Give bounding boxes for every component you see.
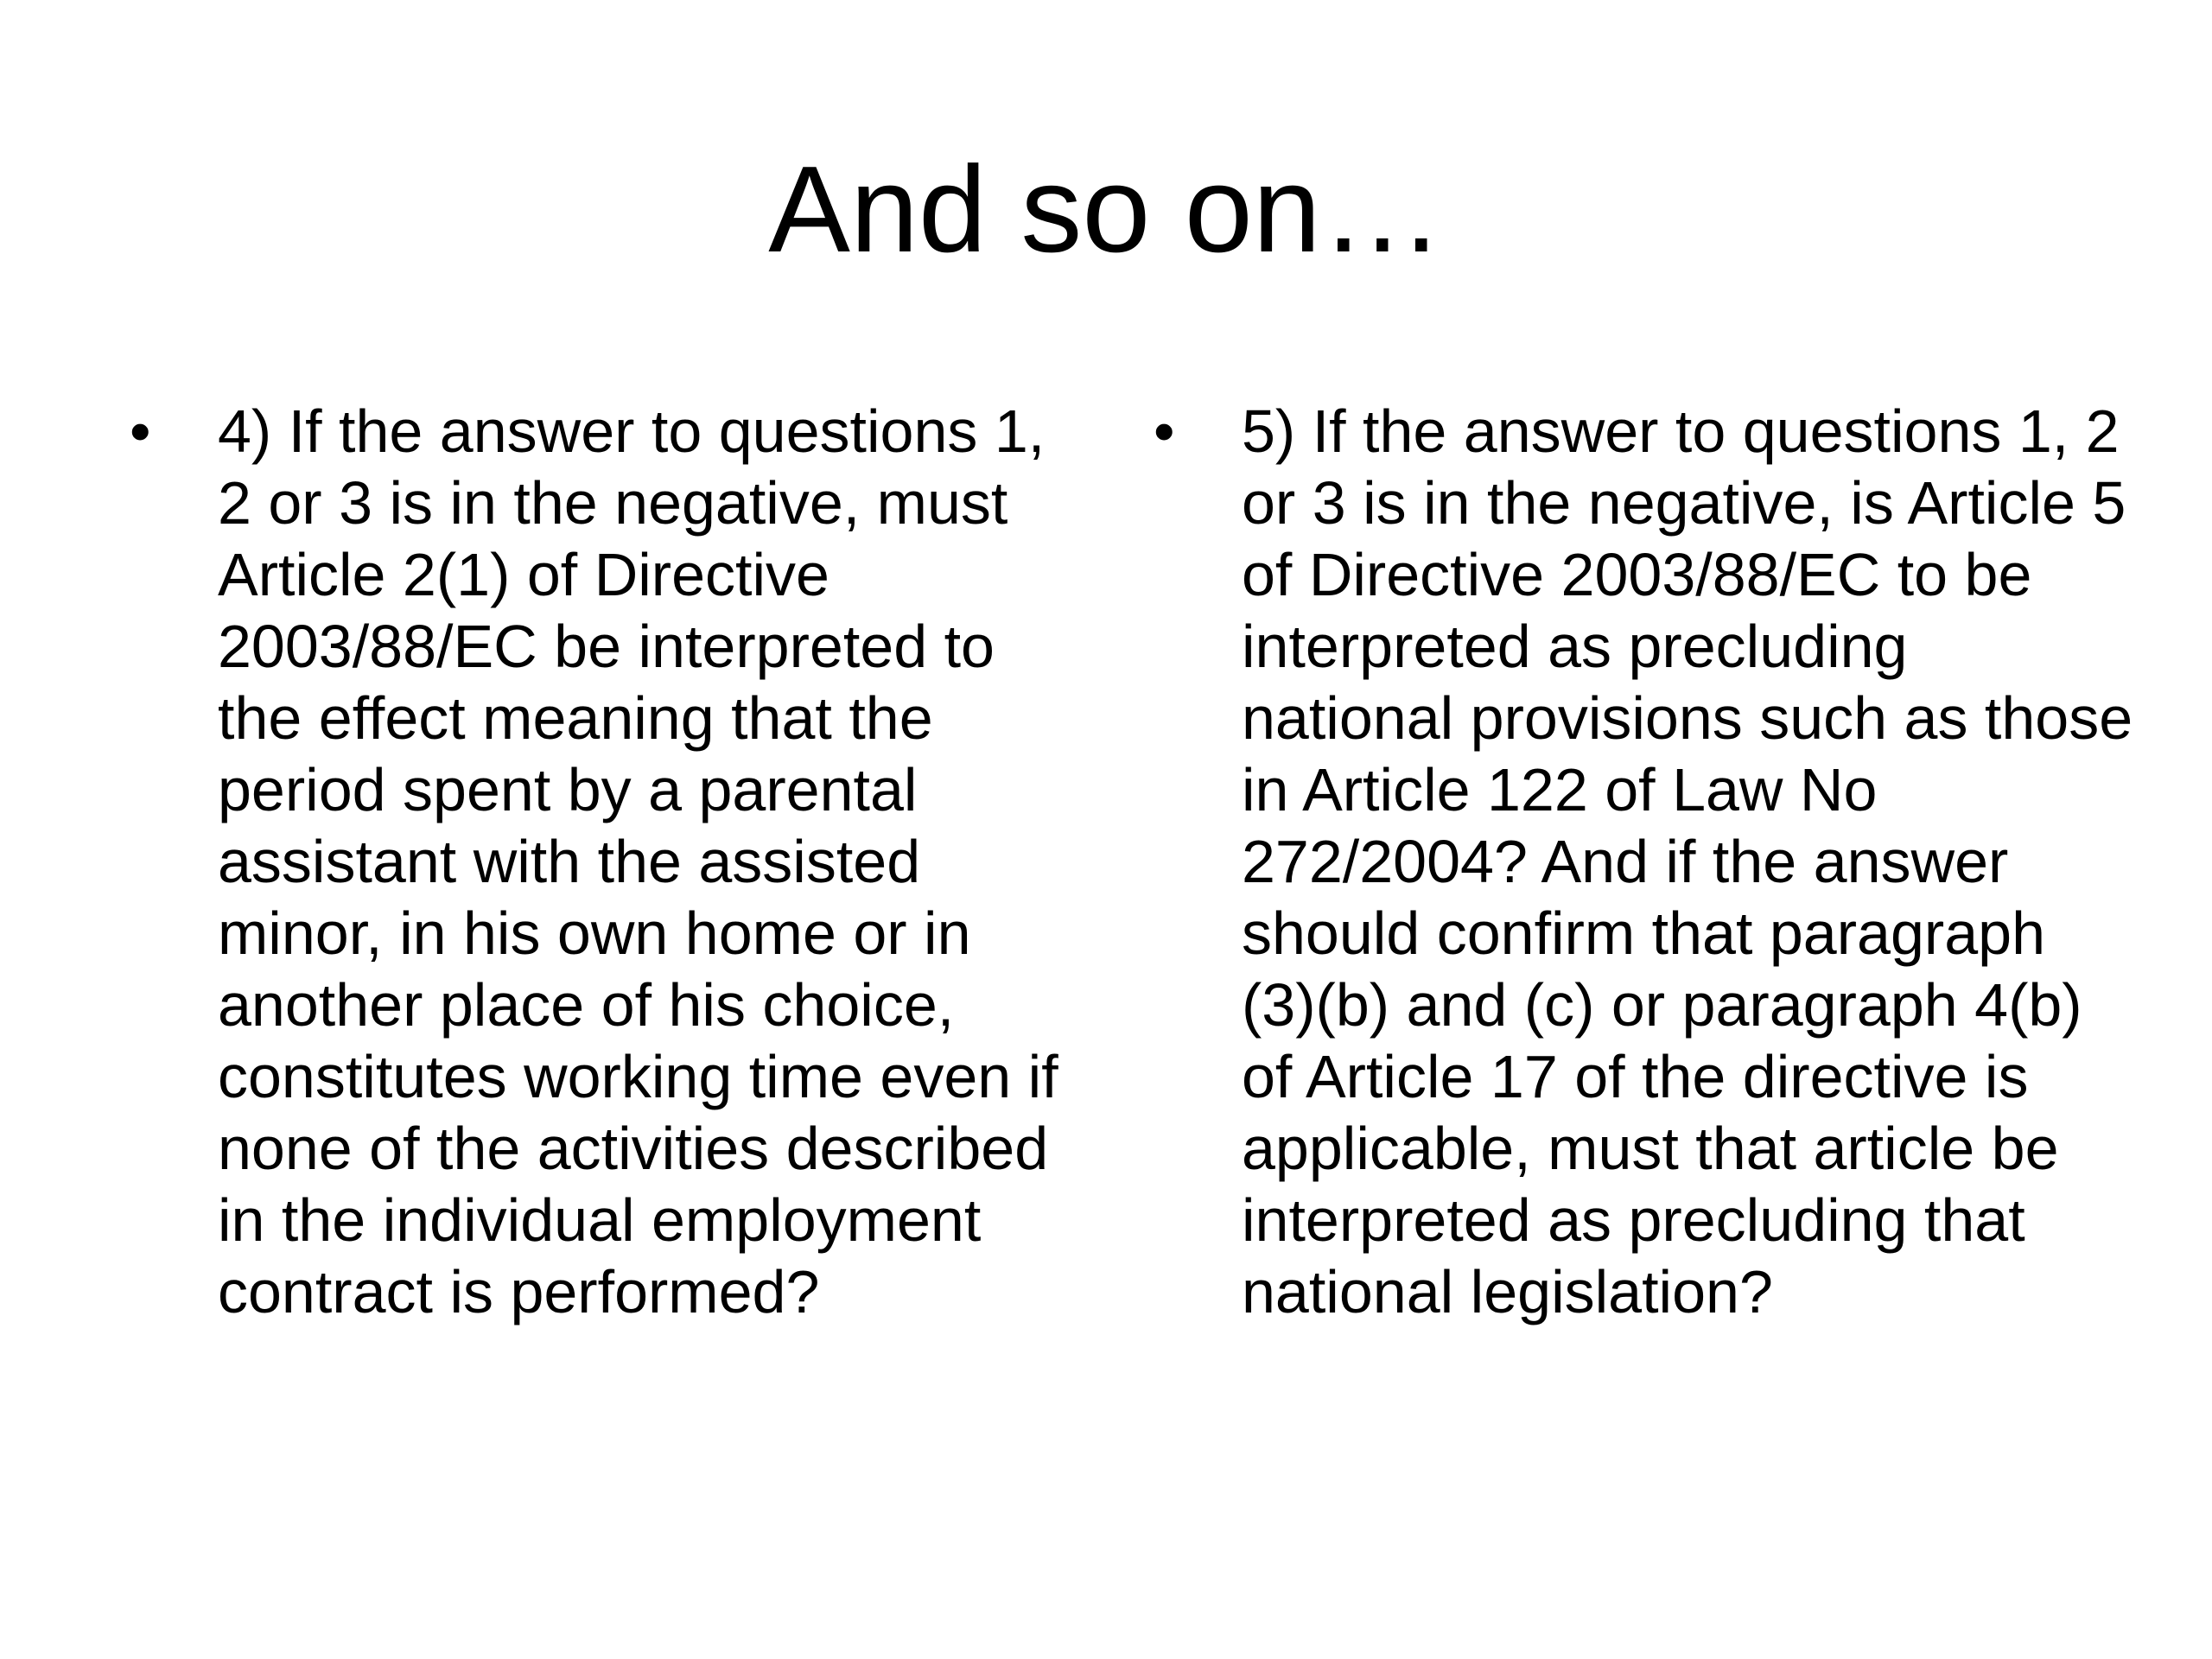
question-4-text: 4) If the answer to questions 1, 2 or 3 is in the negative, must Article 2(1) of Directive 2003/88/EC be interpreted to the effect meaning that the period spent by a parental assistant with the assisted minor, in his own home or in another place of his choice, constitutes working time even if none of the activities described in the individual employment contract is performed?: [218, 397, 1058, 1325]
bullet-icon: •: [130, 397, 151, 465]
right-column: [1154, 396, 2134, 1328]
question-5-text: 5) If the answer to questions 1, 2 or 3 is in the negative, is Article 5 of Directive 2003/88/EC to be interpreted as precluding national provisions such as those in Article 122 of Law No 272/2004? And if the answer should confirm that paragraph (3)(b) and (c) or paragraph 4(b) of Article 17 of the directive is applicable, must that article be interpreted as precluding that national legislation?: [1242, 397, 2133, 1325]
bullet-icon: •: [1154, 397, 1175, 465]
left-column: [130, 396, 1071, 1328]
bullet-item-question-5: [1154, 396, 2134, 1328]
bullet-item-question-4: [130, 396, 1071, 1328]
slide-title: And so on…: [768, 141, 1444, 278]
